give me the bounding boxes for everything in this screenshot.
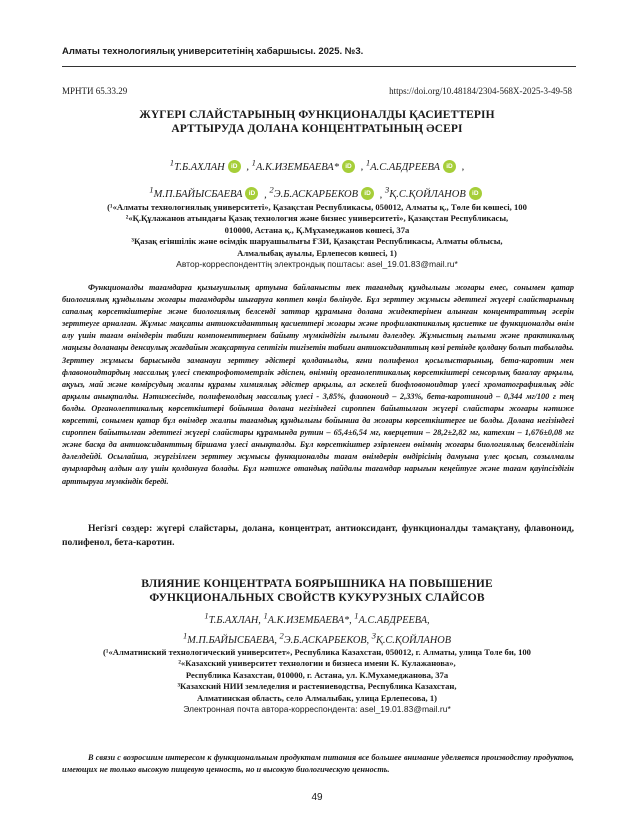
orcid-icon[interactable]: iD: [228, 160, 241, 173]
author: $^1$А.К.ИЗЕМБАЕВА*,: [263, 611, 355, 627]
mrnti-code: МРНТИ 65.33.29: [62, 86, 128, 96]
page-number: 49: [311, 792, 323, 803]
keywords-kz: Негізгі сөздер: жүгері слайстары, долана, концентрат, антиоксидант, функционалды тамақтану, флавоноид, полифенол, бета-каротин.: [62, 523, 574, 548]
affiliation-line: ³Қазақ егіншілік және өсімдік шаруашылығы ҒЗИ, Қазақстан Республикасы, Алматы облысы,: [131, 236, 503, 247]
orcid-icon[interactable]: iD: [443, 160, 456, 173]
doi-link[interactable]: https://doi.org/10.48184/2304-568X-2025-3-49-58: [389, 86, 572, 96]
affiliation-line: (¹«Алматы технологиялық университеті», Қазақстан Республикасы, 050012, Алматы қ., Төле би көшесі, 100: [107, 202, 527, 212]
author: $^1$А.К.ИЗЕМБАЕВА*: [251, 157, 339, 173]
author-line: $^1$М.П.БАЙЫСБАЕВА iD , $^2$Э.Б.АСКАРБЕКОВ iD , $^3$Қ.С.ҚОЙЛАНОВ iD: [60, 179, 574, 207]
orcid-icon[interactable]: iD: [245, 187, 258, 200]
affiliations-ru: [60, 647, 574, 715]
affiliation-line: (¹«Алматинский технологический университет», Республика Казахстан, 050012, г. Алматы, улица Толе би, 100: [103, 647, 531, 657]
author: $^1$А.С.АБДРЕЕВА: [365, 157, 440, 173]
article-title-ru: [60, 577, 574, 605]
author: $^3$Қ.С.ҚОЙЛАНОВ: [384, 184, 466, 200]
affiliation-line: ³Казахский НИИ земледелия и растениеводства, Республика Казахстан,: [177, 681, 457, 692]
title-line: ФУНКЦИОНАЛЬНЫХ СВОЙСТВ КУКУРУЗНЫХ СЛАЙСОВ: [149, 592, 485, 604]
affiliations-kz: [60, 202, 574, 270]
affiliation-line: 010000, Астана қ., Қ.Мұхамеджанов көшесі, 37а: [224, 224, 410, 235]
article-title-kz: [60, 108, 574, 136]
affiliation-line: Алмалыбақ ауылы, Ерлепесов көшесі, 1): [237, 247, 397, 258]
author: $^1$А.С.АБДРЕЕВА,: [354, 611, 430, 627]
abstract-ru: В связи с возросшим интересом к функциональным продуктам питания все большее внимание уделяется производству продуктов, имеющих не только высокую пищевую ценность, но и высокую биологическую ценность.: [62, 753, 574, 775]
author: $^2$Э.Б.АСКАРБЕКОВ,: [279, 630, 372, 646]
author-line: [60, 628, 574, 647]
header-divider: [62, 66, 576, 67]
affiliation-line: Республика Казахстан, 010000, г. Астана, ул. К.Мухамеджанова, 37а: [185, 669, 449, 680]
affiliation-line: ²«Қ.Құлажанов атындағы Қазақ технология және бизнес университеті», Қазақстан Республикасы,: [125, 213, 509, 224]
orcid-icon[interactable]: iD: [342, 160, 355, 173]
corresponding-email: Электронная почта автора-корреспондента: asel_19.01.83@mail.ru*: [183, 704, 451, 715]
author-line: $^1$Т.Б.АХЛАН iD , $^1$А.К.ИЗЕМБАЕВА* iD , $^1$А.С.АБДРЕЕВА iD ,: [169, 157, 465, 173]
affiliation-line: ²«Казахский университет технологии и бизнеса имени К. Кулажанова»,: [178, 658, 456, 669]
orcid-icon[interactable]: iD: [361, 187, 374, 200]
title-line: АРТТЫРУДА ДОЛАНА КОНЦЕНТРАТЫНЫҢ ӘСЕРІ: [171, 123, 463, 135]
author: $^2$Э.Б.АСКАРБЕКОВ: [269, 184, 359, 200]
author: $^1$М.П.БАЙЫСБАЕВА: [149, 184, 243, 200]
author-line: [60, 609, 574, 628]
author: $^1$М.П.БАЙЫСБАЕВА,: [182, 630, 280, 646]
author: $^1$Т.Б.АХЛАН,: [204, 611, 264, 627]
affiliation-line: Алматинская область, село Алмалыбак, улица Ерлепесова, 1): [196, 692, 438, 703]
meta-row: [62, 86, 572, 96]
author: $^3$Қ.С.ҚОЙЛАНОВ: [371, 630, 452, 646]
corresponding-email: Автор-корреспонденттің электрондық поштасы: asel_19.01.83@mail.ru*: [176, 259, 458, 270]
title-line: ВЛИЯНИЕ КОНЦЕНТРАТА БОЯРЫШНИКА НА ПОВЫШЕНИЕ: [141, 578, 493, 590]
author-list-ru: [60, 609, 574, 648]
author: $^1$Т.Б.АХЛАН: [169, 157, 225, 173]
author-list-kz: [60, 151, 574, 206]
abstract-kz: Функционалды тағамдарға қызығушылық артуына байланысты тек тағамдық құндылығы жоғары емес, сонымен қатар биологиялық құндылығы жоғары тағамдарды шығаруға көптеп көңіл бөлінуде. Бұл зерттеу жұмысы әдеттегі жүгері слайстарының сапалық көрсеткіштеріне және биологиялық белсенді заттар құрамына долана жидектерінен алынған концентраттың әсерін зерттеуге арналған. Жұмыс мақсаты антиоксиданттың қасиеттері жоғары және профилактикалық қасиетке ие функционалды өнім алу үшін тағам өнімдерін табиғи компоненттермен байыту мүмкіндігін ғылыми дәлелдеу. Жұмыстың ғылыми және практикалық маңызы доланаңы денсаулық жағдайын жақсартуға септігін тигізетін табиғи антиоксиданттың көзі ретінде қолдану болып табылады. Зерттеу жұмысы барысында заманауи зерттеу әдістері қолданылды, яғни полифенол қосылыстарының, бета-каротин мен флавоноидтардың массалық үлесі спектрофотометрлік әдіспен, өнімнің органолептикалық көрсеткіштері сенсорлық бағалау арқылы, ақуыз, май және көмірсудың жалпы құрамы химиялық әдістер арқылы, ал әскелей биофловоноидтар үлесі хроматографиялық әдіс арқылы анықталды. Нәтижесінде, полифенолдың массалық үлесі - 3,85%, флавоноид – 2,33%, бета-каротиноид – 0,344 мг/100 г тең болды. Органолептикалық көрсеткіштері бойынша долана негізіндегі сироппен байытылған жүгері слайстары жоғары нәтиже көрсетті, сонымен қатар бұл өнімдер жалпы тағамдық құндылығы бойынша да жоғары көрсеткіштерге ие болды. Долана негізіндегі сироппен байытылған әдеттегі жүгері слайстары құрамында рутин – 65,4±6,54 мг, кверцетин – 28,2±2,82 мг, катехин – 1,676±0,08 мг және басқа да антиоксиданттың біршама үлесі анықталды. Бұл көрсеткіштер әзірленген өнімнің жоғары биологиялық белсенділігін дәлелдейді. Осылайша, жүргізілген зерттеу жұмысы функционалды тағам өнімдерін өндірісінің дамуына үлес қосып, созылмалы ауырлардың алдын алу үшін қолдануға болады. Бұл нәтиже отандық пайдалы тағамдар нарығын кеңейтуге және тағам қауіпсіздігін арттыруға мүмкіндік береді.: [62, 283, 574, 486]
journal-header: Алматы технологиялық университетінің хабаршысы. 2025. №3.: [62, 46, 364, 57]
orcid-icon[interactable]: iD: [469, 187, 482, 200]
title-line: ЖҮГЕРІ СЛАЙСТАРЫНЫҢ ФУНКЦИОНАЛДЫ ҚАСИЕТТЕРІН: [139, 109, 495, 121]
